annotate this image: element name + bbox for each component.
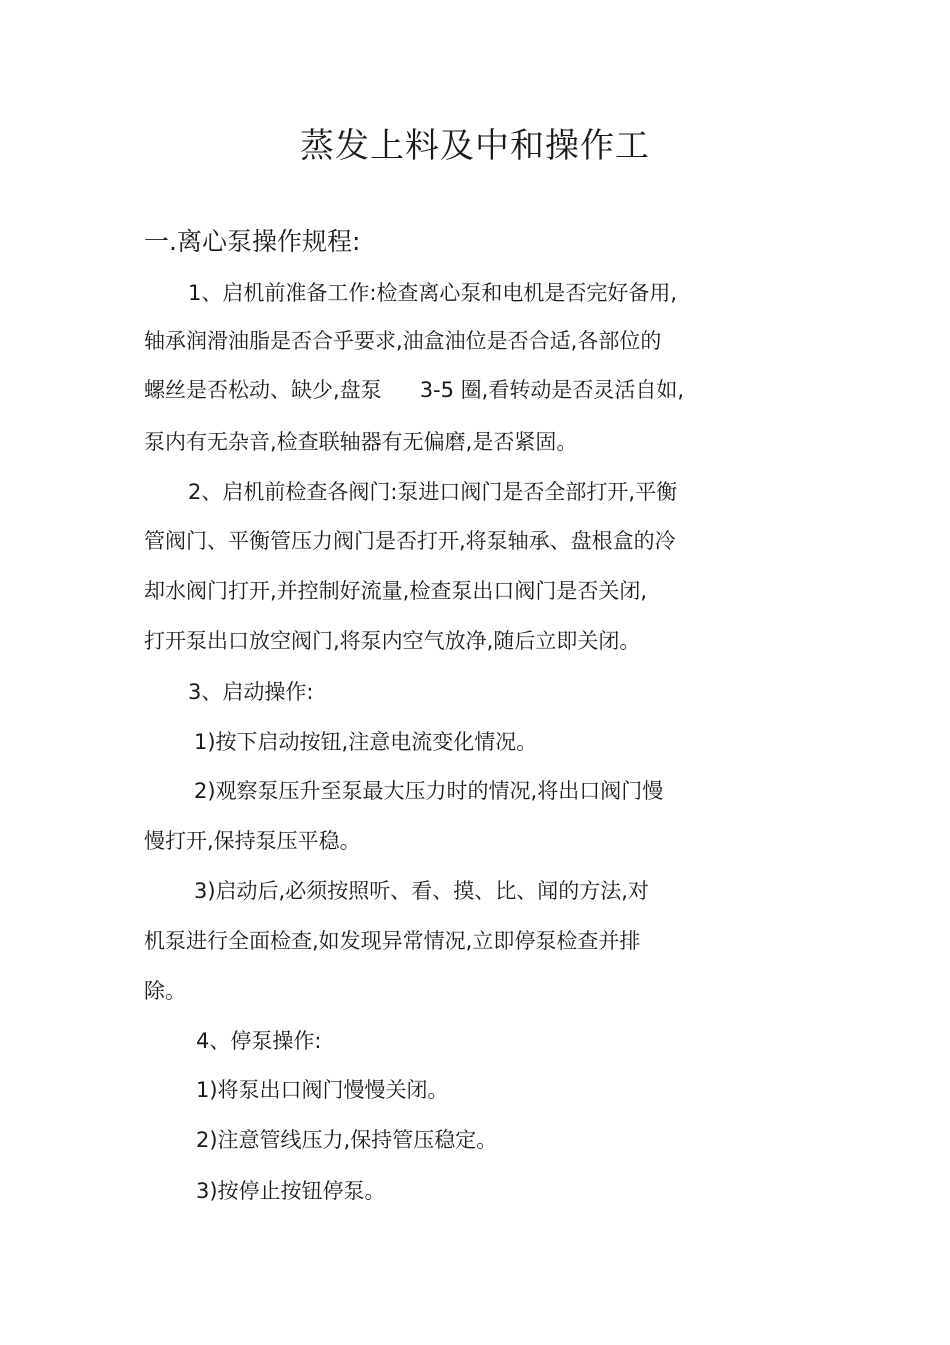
document-title: 蒸发上料及中和操作工: [300, 126, 650, 166]
item4-sub2: 2)注意管线压力,保持管压稳定。: [196, 1128, 498, 1152]
item2-line4: 打开泵出口放空阀门,将泵内空气放净,随后立即关闭。: [144, 629, 641, 653]
item2-line3: 却水阀门打开,并控制好流量,检查泵出口阀门是否关闭,: [144, 579, 648, 603]
item1-line4: 泵内有无杂音,检查联轴器有无偏磨,是否紧固。: [144, 430, 578, 454]
item1-line3-part1: 螺丝是否松动、缺少,盘泵: [144, 378, 382, 402]
item4-sub3: 3)按停止按钮停泵。: [196, 1179, 386, 1203]
item3-sub1: 1)按下启动按钮,注意电流变化情况。: [194, 730, 538, 754]
item4-heading: 4、停泵操作:: [196, 1029, 322, 1053]
item1-line3: [144, 374, 684, 406]
item2-line1: 2、启机前检查各阀门:泵进口阀门是否全部打开,平衡: [188, 480, 678, 504]
item3-sub3-line3: 除。: [144, 979, 186, 1003]
item1-line3-part2: 3-5 圈,看转动是否灵活自如,: [419, 378, 685, 402]
item1-line1: 1、启机前准备工作:检查离心泵和电机是否完好备用,: [188, 281, 678, 305]
item2-line2: 管阀门、平衡管压力阀门是否打开,将泵轴承、盘根盒的冷: [144, 529, 676, 553]
item3-sub2-line1: 2)观察泵压升至泵最大压力时的情况,将出口阀门慢: [194, 779, 664, 803]
item4-sub1: 1)将泵出口阀门慢慢关闭。: [196, 1078, 449, 1102]
item3-heading: 3、启动操作:: [188, 680, 314, 704]
item3-sub3-line1: 3)启动后,必须按照听、看、摸、比、闻的方法,对: [194, 879, 649, 903]
item3-sub2-line2: 慢打开,保持泵压平稳。: [144, 829, 361, 853]
section-heading: 一.离心泵操作规程:: [144, 227, 361, 256]
item1-line2: 轴承润滑油脂是否合乎要求,油盒油位是否合适,各部位的: [144, 329, 662, 353]
item3-sub3-line2: 机泵进行全面检查,如发现异常情况,立即停泵检查并排: [144, 929, 641, 953]
